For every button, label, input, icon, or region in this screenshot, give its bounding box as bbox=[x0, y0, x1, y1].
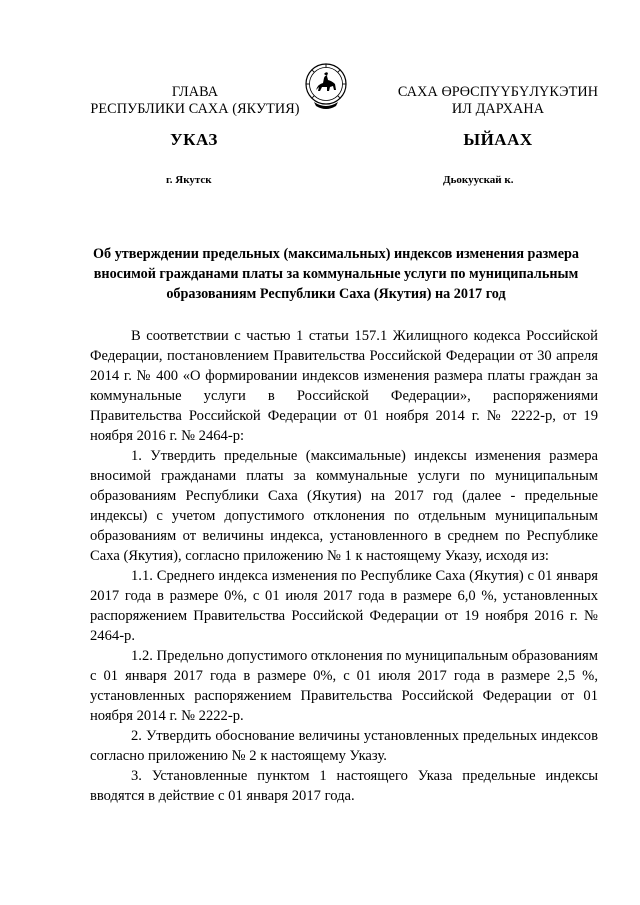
paragraph-preamble: В соответствии с частью 1 статьи 157.1 Жилищного кодекса Российской Федерации, постановлением Правительства Российской Федерации от 30 апреля 2014 г. № 400 «О формировании индексов изменения размера платы граждан за коммунальные услуги в Российской Федерации», распоряжениями Правительства Российской Федерации от 01 ноября 2014 г. № 2222-р, от 19 ноября 2016 г. № 2464-р: bbox=[90, 328, 598, 444]
decree-title-ru: УКАЗ bbox=[170, 130, 218, 149]
paragraph-1: 1. Утвердить предельные (максимальные) индексы изменения размера вносимой гражданами платы за коммунальные услуги по муниципальным образованиям Республики Саха (Якутия) на 2017 год (далее - предельные индексы) с учетом допустимого отклонения по отдельным муниципальным образованиям от величины индекса, установленного в среднем по Республике Саха (Якутия), согласно приложению № 1 к настоящему Указу, исходя из: bbox=[90, 448, 598, 564]
header-right-line2: ИЛ ДАРХАНА bbox=[451, 101, 545, 117]
header-left-block bbox=[80, 84, 310, 118]
city-sakha: Дьокуускай к. bbox=[443, 174, 514, 186]
paragraph-3: 3. Установленные пунктом 1 настоящего Указа предельные индексы вводятся в действие с 01 января 2017 года. bbox=[90, 768, 598, 804]
paragraph-1-2: 1.2. Предельно допустимого отклонения по муниципальным образованиям с 01 января 2017 года в размере 0%, с 01 июля 2017 года в размере 2,5 %, установленных распоряжением Правительства Российской Федерации от 01 ноября 2014 г. № 2222-р. bbox=[90, 648, 598, 724]
city-ru: г. Якутск bbox=[166, 174, 212, 186]
header-right-line1: САХА ӨРӨСПҮҮБҮЛҮКЭТИН bbox=[397, 84, 599, 100]
paragraph-1-1: 1.1. Среднего индекса изменения по Республике Саха (Якутия) с 01 января 2017 года в размере 0%, с 01 июля 2017 года в размере 6,0 %, установленных распоряжением Правительства Российской Федерации от 19 ноября 2016 г. № 2464-р. bbox=[90, 568, 598, 644]
header-left-line2: РЕСПУБЛИКИ САХА (ЯКУТИЯ) bbox=[90, 101, 300, 117]
header-right-block bbox=[383, 84, 613, 118]
header-left-line1: ГЛАВА bbox=[171, 84, 219, 100]
document-body bbox=[90, 326, 598, 806]
paragraph-2: 2. Утвердить обоснование величины установленных предельных индексов согласно приложению № 2 к настоящему Указу. bbox=[90, 728, 598, 764]
document-title: Об утверждении предельных (максимальных) индексов изменения размера вносимой гражданами платы за коммунальные услуги по муниципальным образованиям Республики Саха (Якутия) на 2017 год bbox=[93, 246, 579, 302]
decree-title-sakha: ЫЙААХ bbox=[463, 130, 533, 149]
coat-of-arms-emblem-icon bbox=[304, 60, 348, 112]
